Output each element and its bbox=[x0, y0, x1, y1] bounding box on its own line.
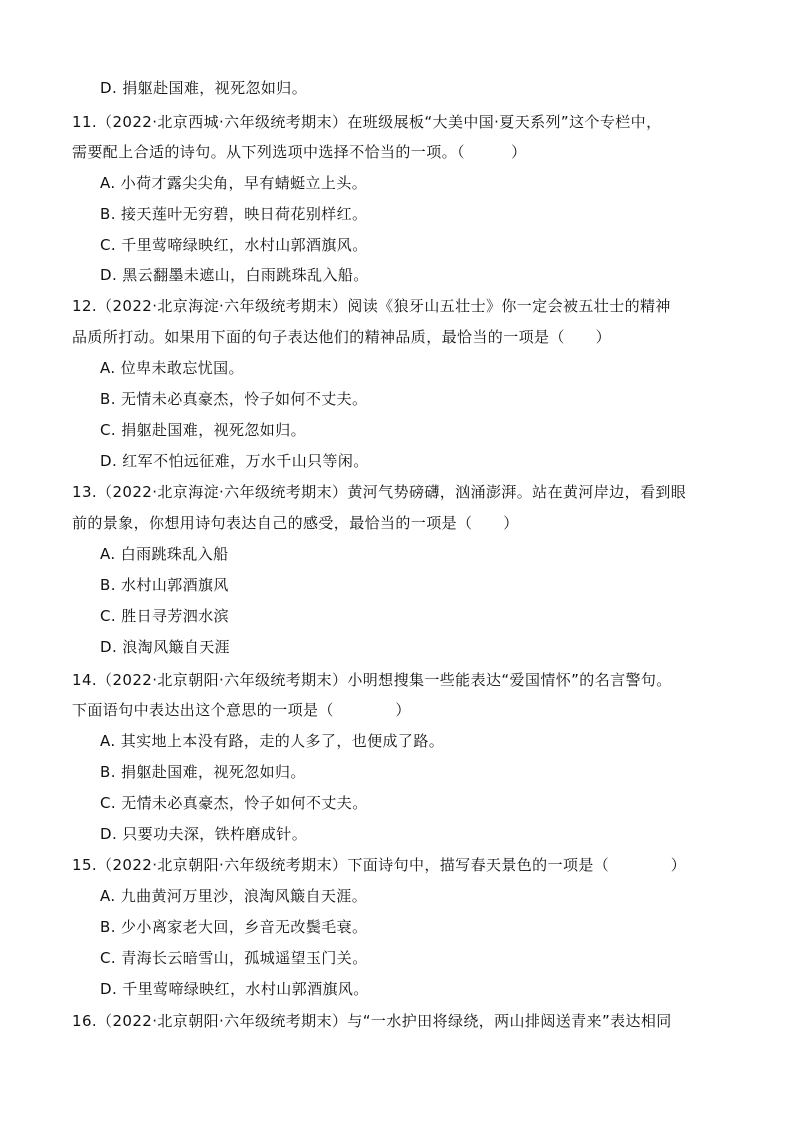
question-14-stem: 14.（2022·北京朝阳·六年级统考期末）小明想搜集一些能表达“爱国情怀”的名言警句。 bbox=[72, 671, 672, 689]
question-15-option-b: B. 少小离家老大回，乡音无改鬓毛衰。 bbox=[100, 918, 368, 936]
question-13-option-d: D. 浪淘风簸自天涯 bbox=[100, 638, 231, 656]
question-12-stem: 12.（2022·北京海淀·六年级统考期末）阅读《狼牙山五壮士》你一定会被五壮士的精神 bbox=[72, 297, 671, 315]
question-12-option-c: C. 捐躯赴国难，视死忽如归。 bbox=[100, 421, 307, 439]
question-16-stem: 16.（2022·北京朝阳·六年级统考期末）与“一水护田将绿绕，两山排闼送青来”表达相同 bbox=[72, 1012, 672, 1030]
question-13-stem: 13.（2022·北京海淀·六年级统考期末）黄河气势磅礴，汹涌澎湃。站在黄河岸边，看到眼 bbox=[72, 483, 687, 501]
question-14-option-a: A. 其实地上本没有路，走的人多了，也便成了路。 bbox=[100, 732, 445, 750]
question-13-stem: 前的景象，你想用诗句表达自己的感受，最恰当的一项是（ ） bbox=[72, 514, 519, 532]
question-15-option-a: A. 九曲黄河万里沙，浪淘风簸自天涯。 bbox=[100, 887, 368, 905]
question-15-option-d: D. 千里莺啼绿映红，水村山郭酒旗风。 bbox=[100, 980, 369, 998]
question-11-stem: 需要配上合适的诗句。从下列选项中选择不恰当的一项。（ ） bbox=[72, 143, 527, 161]
option-text: D. 捐躯赴国难，视死忽如归。 bbox=[100, 79, 308, 97]
question-12-stem: 品质所打动。如果用下面的句子表达他们的精神品质，最恰当的一项是（ ） bbox=[72, 328, 612, 346]
question-13-option-a: A. 白雨跳珠乱入船 bbox=[100, 545, 229, 563]
question-11-option-d: D. 黑云翻墨未遮山，白雨跳珠乱入船。 bbox=[100, 266, 369, 284]
question-13-option-b: B. 水村山郭酒旗风 bbox=[100, 576, 229, 594]
question-14-option-b: B. 捐躯赴国难，视死忽如归。 bbox=[100, 763, 306, 781]
question-11-stem: 11.（2022·北京西城·六年级统考期末）在班级展板“大美中国·夏天系列”这个专栏中， bbox=[72, 113, 662, 131]
question-12-option-a: A. 位卑未敢忘忧国。 bbox=[100, 359, 244, 377]
question-12-option-b: B. 无情未必真豪杰，怜子如何不丈夫。 bbox=[100, 390, 368, 408]
question-11-option-b: B. 接天莲叶无穷碧，映日荷花别样红。 bbox=[100, 205, 368, 223]
question-15-option-c: C. 青海长云暗雪山，孤城遥望玉门关。 bbox=[100, 949, 368, 967]
question-14-option-d: D. 只要功夫深，铁杵磨成针。 bbox=[100, 825, 308, 843]
question-11-option-a: A. 小荷才露尖尖角，早有蜻蜓立上头。 bbox=[100, 174, 368, 192]
question-12-option-d: D. 红军不怕远征难，万水千山只等闲。 bbox=[100, 452, 369, 470]
question-14-option-c: C. 无情未必真豪杰，怜子如何不丈夫。 bbox=[100, 794, 368, 812]
question-11-option-c: C. 千里莺啼绿映红，水村山郭酒旗风。 bbox=[100, 236, 368, 254]
question-13-option-c: C. 胜日寻芳泗水滨 bbox=[100, 607, 230, 625]
question-15-stem: 15.（2022·北京朝阳·六年级统考期末）下面诗句中，描写春天景色的一项是（ ） bbox=[72, 856, 687, 874]
question-14-stem: 下面语句中表达出这个意思的一项是（ ） bbox=[72, 701, 411, 719]
